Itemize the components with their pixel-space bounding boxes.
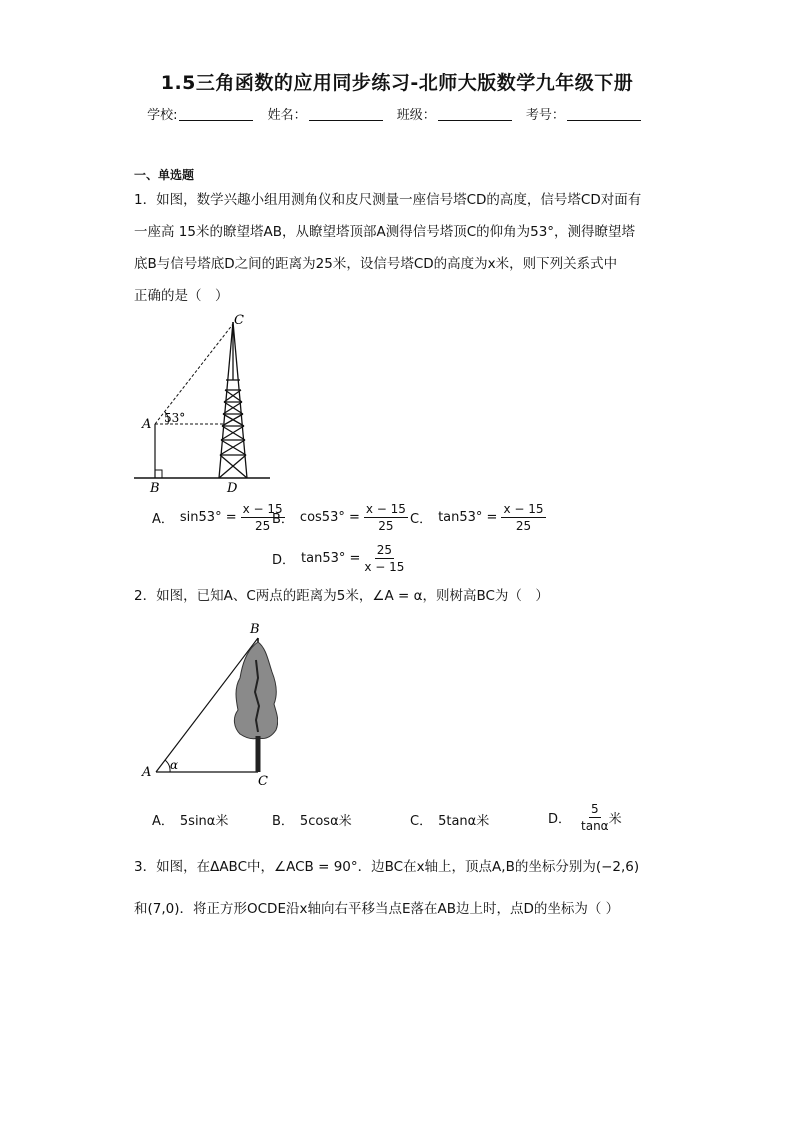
option-func: cos53° =: [299, 510, 360, 525]
option-text: 5sinα米: [179, 814, 229, 829]
question-1-text: [134, 184, 664, 312]
section-heading: 一、单选题: [134, 168, 195, 182]
q2-option-b[interactable]: [272, 810, 352, 829]
option-unit: 米: [608, 812, 622, 827]
q2-option-a[interactable]: [152, 810, 228, 829]
name-blank[interactable]: [309, 108, 383, 121]
option-label: B．: [272, 512, 294, 527]
label-b: B: [250, 622, 260, 637]
fraction: [364, 542, 404, 575]
q1-option-c[interactable]: [410, 501, 546, 534]
fraction: [501, 501, 545, 534]
question-2-figure: [138, 620, 278, 788]
option-label: D．: [548, 812, 572, 827]
numerator: 25: [376, 543, 393, 557]
angle-label: 53°: [164, 411, 186, 425]
student-info-line: [0, 104, 794, 123]
denominator: 25: [515, 519, 532, 533]
option-text: 5tanα米: [438, 814, 490, 829]
q2-option-c[interactable]: [410, 810, 489, 829]
label-c: C: [234, 313, 244, 328]
fraction: [581, 801, 609, 834]
denominator: tanα: [581, 819, 609, 833]
class-label: 班级：: [396, 108, 436, 123]
label-d: D: [227, 481, 238, 495]
page-title: 1.5三角函数的应用同步练习-北师大版数学九年级下册: [160, 72, 634, 94]
angle-label: α: [170, 758, 179, 772]
option-func: sin53° =: [179, 510, 237, 525]
school-label: 学校:: [147, 108, 178, 123]
numerator: x − 15: [365, 502, 406, 516]
option-func: tan53° =: [301, 551, 361, 566]
q1-option-b[interactable]: [272, 501, 408, 534]
fraction: [364, 501, 408, 534]
label-a: A: [142, 765, 152, 780]
number-blank[interactable]: [567, 108, 641, 121]
denominator: 25: [378, 519, 394, 533]
q2-option-d[interactable]: [548, 801, 622, 834]
q1-option-a[interactable]: [152, 501, 285, 534]
numerator: x − 15: [242, 502, 283, 516]
numerator: 5: [590, 802, 599, 816]
label-a: A: [142, 417, 152, 432]
question-1-line: 1．如图，数学兴趣小组用测角仪和皮尺测量一座信号塔CD的高度，信号塔CD对面有: [134, 192, 642, 208]
question-1-line: 正确的是（ ）: [134, 288, 229, 304]
option-label: C．: [410, 512, 433, 527]
option-label: B．: [272, 814, 294, 829]
option-label: A．: [152, 814, 174, 829]
denominator: 25: [255, 519, 271, 533]
question-1-line: 底B与信号塔底D之间的距离为25米，设信号塔CD的高度为x米，则下列关系式中: [134, 256, 618, 272]
q1-option-d[interactable]: [272, 542, 404, 575]
question-3-line: 和(7,0)．将正方形OCDE沿x轴向右平移当点E落在AB边上时，点D的坐标为（ ）: [134, 901, 620, 917]
school-blank[interactable]: [179, 108, 253, 121]
numerator: x − 15: [503, 502, 544, 516]
question-2-text: 2．如图，已知A、C两点的距离为5米，∠A = α，则树高BC为（ ）: [134, 588, 549, 604]
option-text: 5cosα米: [299, 814, 352, 829]
class-blank[interactable]: [438, 108, 512, 121]
question-1-line: 一座高 15米的瞭望塔AB，从瞭望塔顶部A测得信号塔顶C的仰角为53°，测得瞭望塔: [134, 224, 636, 240]
name-label: 姓名：: [267, 108, 307, 123]
option-label: A．: [152, 512, 174, 527]
option-label: C．: [410, 814, 433, 829]
question-3-text: [134, 846, 664, 930]
label-c: C: [258, 774, 268, 788]
question-3-line: 3．如图，在ΔABC中，∠ACB = 90°．边BC在x轴上，顶点A,B的坐标分别为(−2,6): [134, 859, 640, 875]
question-1-figure: [130, 310, 280, 495]
label-b: B: [150, 481, 160, 495]
option-func: tan53° =: [438, 510, 498, 525]
option-label: D．: [272, 553, 296, 568]
number-label: 考号：: [525, 108, 565, 123]
denominator: x − 15: [364, 560, 405, 574]
